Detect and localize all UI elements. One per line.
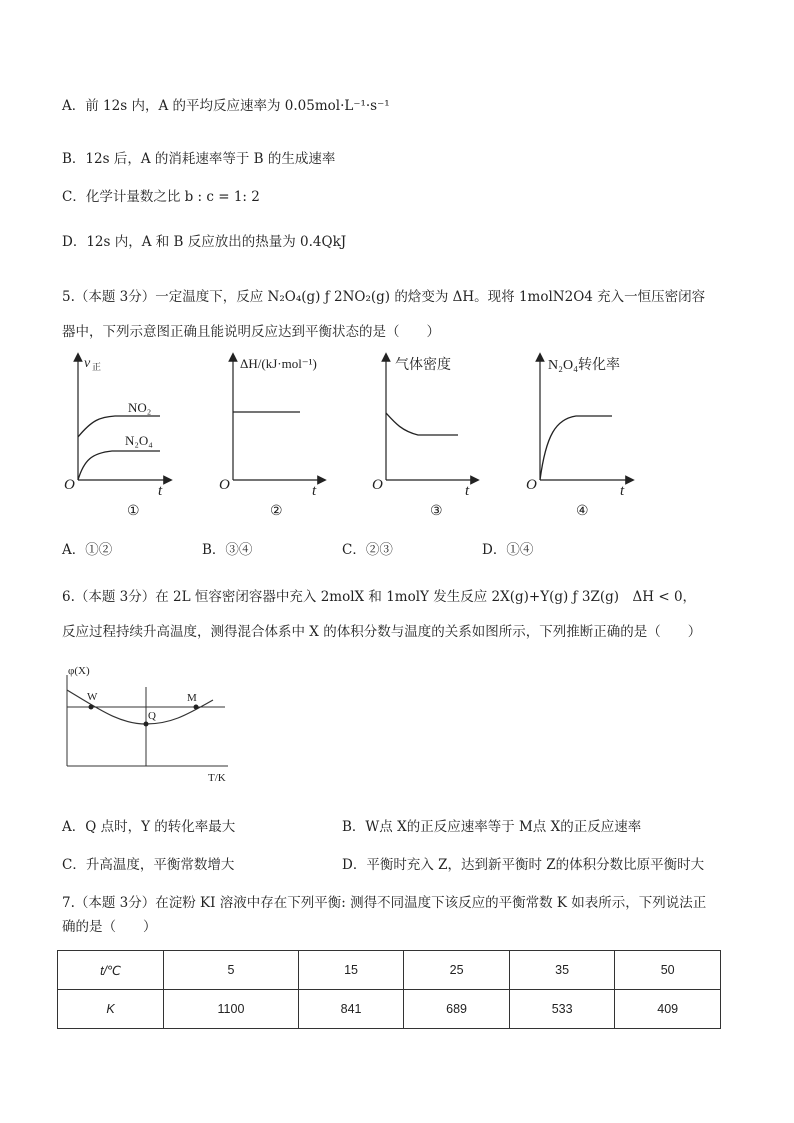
q5-graphs [0, 345, 794, 525]
g1-number: ① [127, 504, 140, 519]
g1-ylabel: v [84, 356, 91, 371]
g3-origin: O [372, 477, 383, 493]
g1-n2o4-label: N₂O₄ [125, 433, 153, 448]
graph-3 [372, 356, 475, 519]
q5-option-a: A．①② [62, 542, 113, 558]
table-cell: 533 [509, 990, 615, 1029]
g2-xlabel: t [312, 483, 317, 499]
g4-number: ④ [576, 504, 589, 519]
q6-xlabel: T/K [208, 772, 226, 784]
q6-point-m: M [187, 692, 197, 704]
q6-graph [0, 660, 260, 790]
table-cell: K [58, 990, 164, 1029]
graph-2 [219, 356, 322, 519]
g1-xlabel: t [158, 483, 163, 499]
q6-stem-line1: 6.（本题 3分）在 2L 恒容密闭容器中充入 2molX 和 1molY 发生反应 2X(g)+Y(g) ƒ 3Z(g) ΔH < 0， [62, 589, 697, 605]
g3-xlabel: t [465, 483, 470, 499]
table-cell: 15 [298, 951, 404, 990]
g4-xlabel: t [620, 483, 625, 499]
q6-point-w: W [87, 691, 98, 703]
table-cell: 409 [615, 990, 721, 1029]
g4-origin: O [526, 477, 537, 493]
q7-stem-line2: 确的是（ ） [62, 919, 157, 935]
k-table [57, 950, 721, 1029]
g4-ylabel: N₂O₄转化率 [548, 358, 620, 373]
q4-option-b: B．12s 后，A 的消耗速率等于 B 的生成速率 [62, 151, 336, 167]
graph-1 [64, 356, 168, 519]
table-row [58, 951, 721, 990]
g2-origin: O [219, 477, 230, 493]
q6-stem-line2: 反应过程持续升高温度，测得混合体系中 X 的体积分数与温度的关系如图所示，下列推断正确的是（ ） [62, 624, 702, 640]
q5-option-b: B．③④ [202, 542, 253, 558]
g2-ylabel: ΔH/(kJ·mol⁻¹) [240, 356, 317, 371]
q5-option-c: C．②③ [342, 542, 393, 558]
table-row [58, 990, 721, 1029]
g3-number: ③ [430, 504, 443, 519]
g2-number: ② [270, 504, 283, 519]
q4-option-c: C．化学计量数之比 b : c = 1: 2 [62, 189, 260, 205]
q4-option-d: D．12s 内，A 和 B 反应放出的热量为 0.4QkJ [62, 234, 347, 250]
table-cell: 35 [509, 951, 615, 990]
q6-option-d: D．平衡时充入 Z，达到新平衡时 Z的体积分数比原平衡时大 [342, 857, 705, 873]
q7-stem-line1: 7.（本题 3分）在淀粉 KI 溶液中存在下列平衡: 测得不同温度下该反应的平衡常数 K 如表所示，下列说法正 [62, 895, 707, 911]
q6-option-a: A．Q 点时，Y 的转化率最大 [62, 819, 236, 835]
table-cell: 50 [615, 951, 721, 990]
g1-ysub: 正 [92, 362, 102, 372]
q6-point-q: Q [148, 710, 156, 722]
q5-stem-line1: 5.（本题 3分）一定温度下，反应 N₂O₄(g) ƒ 2NO₂(g) 的焓变为 ΔH。现将 1molN2O4 充入一恒压密闭容 [62, 289, 706, 305]
table-cell: t/℃ [58, 951, 164, 990]
q6-option-b: B．W点 X的正反应速率等于 M点 X的正反应速率 [342, 819, 642, 835]
g1-origin: O [64, 477, 75, 493]
table-cell: 25 [404, 951, 510, 990]
q6-option-c: C．升高温度，平衡常数增大 [62, 857, 235, 873]
q5-stem-line2: 器中，下列示意图正确且能说明反应达到平衡状态的是（ ） [62, 324, 440, 340]
g1-no2-label: NO₂ [128, 400, 152, 415]
table-cell: 689 [404, 990, 510, 1029]
table-cell: 5 [164, 951, 299, 990]
graph-4 [526, 357, 630, 519]
table-cell: 1100 [164, 990, 299, 1029]
q6-ylabel: φ(X) [68, 665, 90, 677]
q4-option-a: A．前 12s 内，A 的平均反应速率为 0.05mol·L⁻¹·s⁻¹ [62, 98, 390, 114]
table-cell: 841 [298, 990, 404, 1029]
g3-ylabel: 气体密度 [395, 358, 451, 373]
q5-option-d: D．①④ [482, 542, 534, 558]
